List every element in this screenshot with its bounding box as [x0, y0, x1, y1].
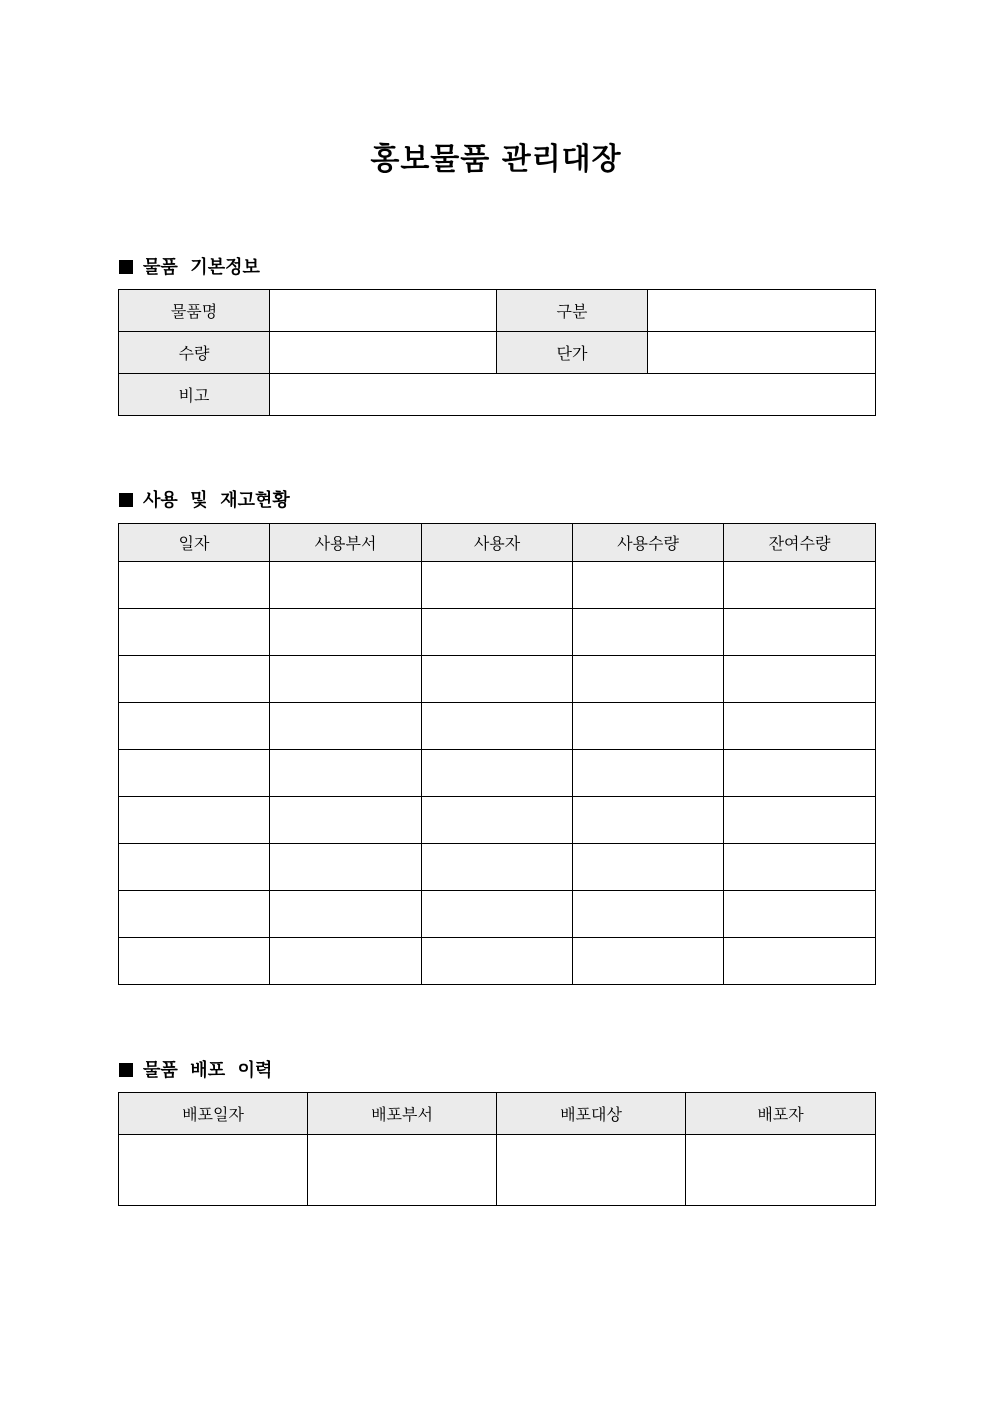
distribution-table-body — [119, 1135, 876, 1206]
column-header-distribution-target: 배포대상 — [497, 1093, 686, 1135]
remarks-label: 비고 — [119, 374, 270, 416]
table-row — [119, 797, 876, 844]
table-cell[interactable] — [422, 938, 573, 985]
item-name-field[interactable] — [270, 290, 497, 332]
basic-info-table — [118, 289, 876, 416]
remarks-field[interactable] — [270, 374, 876, 416]
table-row — [119, 750, 876, 797]
table-row — [119, 844, 876, 891]
section-heading-text: 물품 배포 이력 — [143, 1060, 273, 1081]
table-cell[interactable] — [308, 1135, 497, 1206]
table-cell[interactable] — [724, 609, 876, 656]
item-name-label: 물품명 — [119, 290, 270, 332]
table-cell[interactable] — [422, 609, 573, 656]
table-cell[interactable] — [270, 938, 422, 985]
table-cell[interactable] — [573, 797, 724, 844]
table-cell[interactable] — [686, 1135, 876, 1206]
table-cell[interactable] — [573, 938, 724, 985]
square-bullet-icon — [119, 1063, 133, 1077]
column-header-distribution-department: 배포부서 — [308, 1093, 497, 1135]
table-cell[interactable] — [119, 797, 270, 844]
table-cell[interactable] — [422, 891, 573, 938]
table-cell[interactable] — [119, 844, 270, 891]
column-header-distributor: 배포자 — [686, 1093, 876, 1135]
section-heading-usage — [119, 486, 290, 512]
table-cell[interactable] — [119, 938, 270, 985]
table-row — [119, 938, 876, 985]
unit-price-field[interactable] — [648, 332, 876, 374]
table-cell[interactable] — [270, 750, 422, 797]
table-row — [119, 562, 876, 609]
section-heading-basic-info — [119, 253, 260, 279]
distribution-table — [118, 1092, 876, 1206]
table-cell[interactable] — [119, 891, 270, 938]
column-header-department: 사용부서 — [270, 524, 422, 562]
table-row — [119, 703, 876, 750]
square-bullet-icon — [119, 260, 133, 274]
table-cell[interactable] — [573, 656, 724, 703]
table-row — [119, 1135, 876, 1206]
table-cell[interactable] — [270, 562, 422, 609]
table-cell[interactable] — [573, 703, 724, 750]
table-cell[interactable] — [270, 891, 422, 938]
table-cell[interactable] — [724, 844, 876, 891]
table-cell[interactable] — [270, 609, 422, 656]
section-heading-text: 물품 기본정보 — [143, 257, 260, 278]
table-cell[interactable] — [724, 938, 876, 985]
table-cell[interactable] — [724, 562, 876, 609]
column-header-remaining-quantity: 잔여수량 — [724, 524, 876, 562]
table-cell[interactable] — [724, 797, 876, 844]
table-cell[interactable] — [573, 609, 724, 656]
table-cell[interactable] — [119, 750, 270, 797]
column-header-distribution-date: 배포일자 — [119, 1093, 308, 1135]
quantity-label: 수량 — [119, 332, 270, 374]
column-header-used-quantity: 사용수량 — [573, 524, 724, 562]
table-cell[interactable] — [119, 562, 270, 609]
table-row — [119, 374, 876, 416]
table-row — [119, 332, 876, 374]
table-cell[interactable] — [270, 844, 422, 891]
table-cell[interactable] — [724, 703, 876, 750]
table-cell[interactable] — [724, 656, 876, 703]
table-cell[interactable] — [573, 844, 724, 891]
table-cell[interactable] — [270, 797, 422, 844]
table-cell[interactable] — [422, 844, 573, 891]
table-cell[interactable] — [573, 891, 724, 938]
section-heading-distribution — [119, 1056, 272, 1082]
unit-price-label: 단가 — [497, 332, 648, 374]
table-row — [119, 891, 876, 938]
table-cell[interactable] — [119, 609, 270, 656]
table-cell[interactable] — [724, 891, 876, 938]
table-cell[interactable] — [497, 1135, 686, 1206]
table-header-row — [119, 524, 876, 562]
table-row — [119, 656, 876, 703]
usage-table-body — [119, 562, 876, 985]
square-bullet-icon — [119, 493, 133, 507]
section-heading-text: 사용 및 재고현황 — [143, 490, 290, 511]
table-cell[interactable] — [270, 656, 422, 703]
table-cell[interactable] — [119, 1135, 308, 1206]
category-label: 구분 — [497, 290, 648, 332]
table-cell[interactable] — [573, 562, 724, 609]
category-field[interactable] — [648, 290, 876, 332]
table-cell[interactable] — [422, 703, 573, 750]
table-row — [119, 290, 876, 332]
table-cell[interactable] — [724, 750, 876, 797]
table-cell[interactable] — [573, 750, 724, 797]
table-cell[interactable] — [422, 656, 573, 703]
table-cell[interactable] — [422, 797, 573, 844]
table-cell[interactable] — [422, 750, 573, 797]
table-cell[interactable] — [270, 703, 422, 750]
table-row — [119, 609, 876, 656]
usage-table — [118, 523, 876, 985]
table-header-row — [119, 1093, 876, 1135]
document-title: 홍보물품 관리대장 — [370, 142, 622, 177]
column-header-date: 일자 — [119, 524, 270, 562]
column-header-user: 사용자 — [422, 524, 573, 562]
table-cell[interactable] — [119, 656, 270, 703]
table-cell[interactable] — [119, 703, 270, 750]
quantity-field[interactable] — [270, 332, 497, 374]
table-cell[interactable] — [422, 562, 573, 609]
